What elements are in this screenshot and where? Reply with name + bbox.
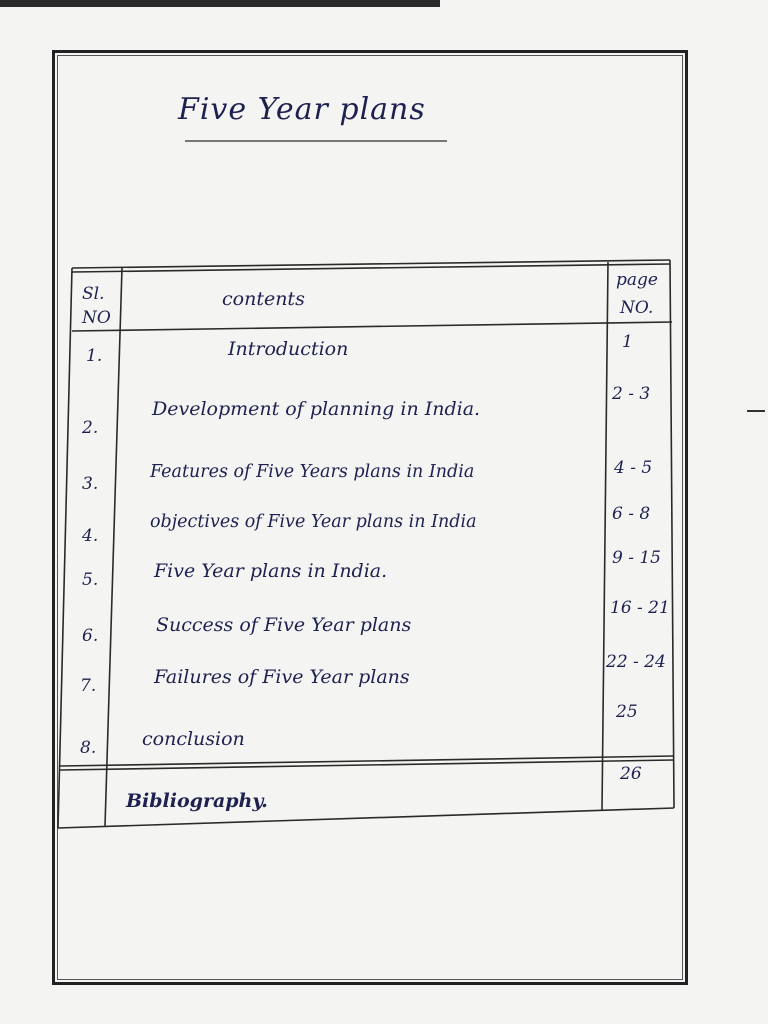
page-title: Five Year plans xyxy=(178,92,426,127)
table-left-line xyxy=(58,268,72,828)
page-column-divider xyxy=(602,262,608,810)
row-1-page: 1 xyxy=(622,332,633,352)
row-8-page: 25 xyxy=(616,702,638,722)
table-top-line xyxy=(72,260,670,268)
bibliography-page: 26 xyxy=(620,764,642,784)
header-page-line2: NO. xyxy=(620,298,654,318)
sl-column-divider xyxy=(105,268,122,826)
header-page-line1: page xyxy=(616,270,658,290)
row-6-page: 16 - 21 xyxy=(610,598,670,618)
table-right-line xyxy=(670,260,674,808)
row-5-sl: 5. xyxy=(82,570,99,590)
row-5-page: 9 - 15 xyxy=(612,548,661,568)
row-3-content: Features of Five Years plans in India xyxy=(150,462,475,482)
row-2-sl: 2. xyxy=(82,418,99,438)
row-8-sl: 8. xyxy=(80,738,97,758)
row-3-page: 4 - 5 xyxy=(614,458,653,478)
row-2-content: Development of planning in India. xyxy=(152,398,481,420)
row-6-sl: 6. xyxy=(82,626,99,646)
row-4-sl: 4. xyxy=(82,526,99,546)
header-sl-line1: Sl. xyxy=(82,284,105,304)
table-top-line-2 xyxy=(72,264,670,272)
row-1-sl: 1. xyxy=(86,346,103,366)
header-contents: contents xyxy=(222,288,305,310)
row-5-content: Five Year plans in India. xyxy=(154,560,388,582)
header-separator xyxy=(72,322,672,331)
row-7-content: Failures of Five Year plans xyxy=(154,666,410,688)
row-8-content: conclusion xyxy=(142,728,245,750)
header-sl-line2: NO xyxy=(82,308,111,328)
row-7-page: 22 - 24 xyxy=(606,652,666,672)
row-6-content: Success of Five Year plans xyxy=(156,614,412,636)
row-1-content: Introduction xyxy=(228,338,349,360)
bibliography-content: Bibliography. xyxy=(126,790,268,812)
row-7-sl: 7. xyxy=(80,676,97,696)
row-3-sl: 3. xyxy=(82,474,99,494)
row-4-content: objectives of Five Year plans in India xyxy=(150,512,477,532)
row-4-page: 6 - 8 xyxy=(612,504,651,524)
row-2-page: 2 - 3 xyxy=(612,384,651,404)
